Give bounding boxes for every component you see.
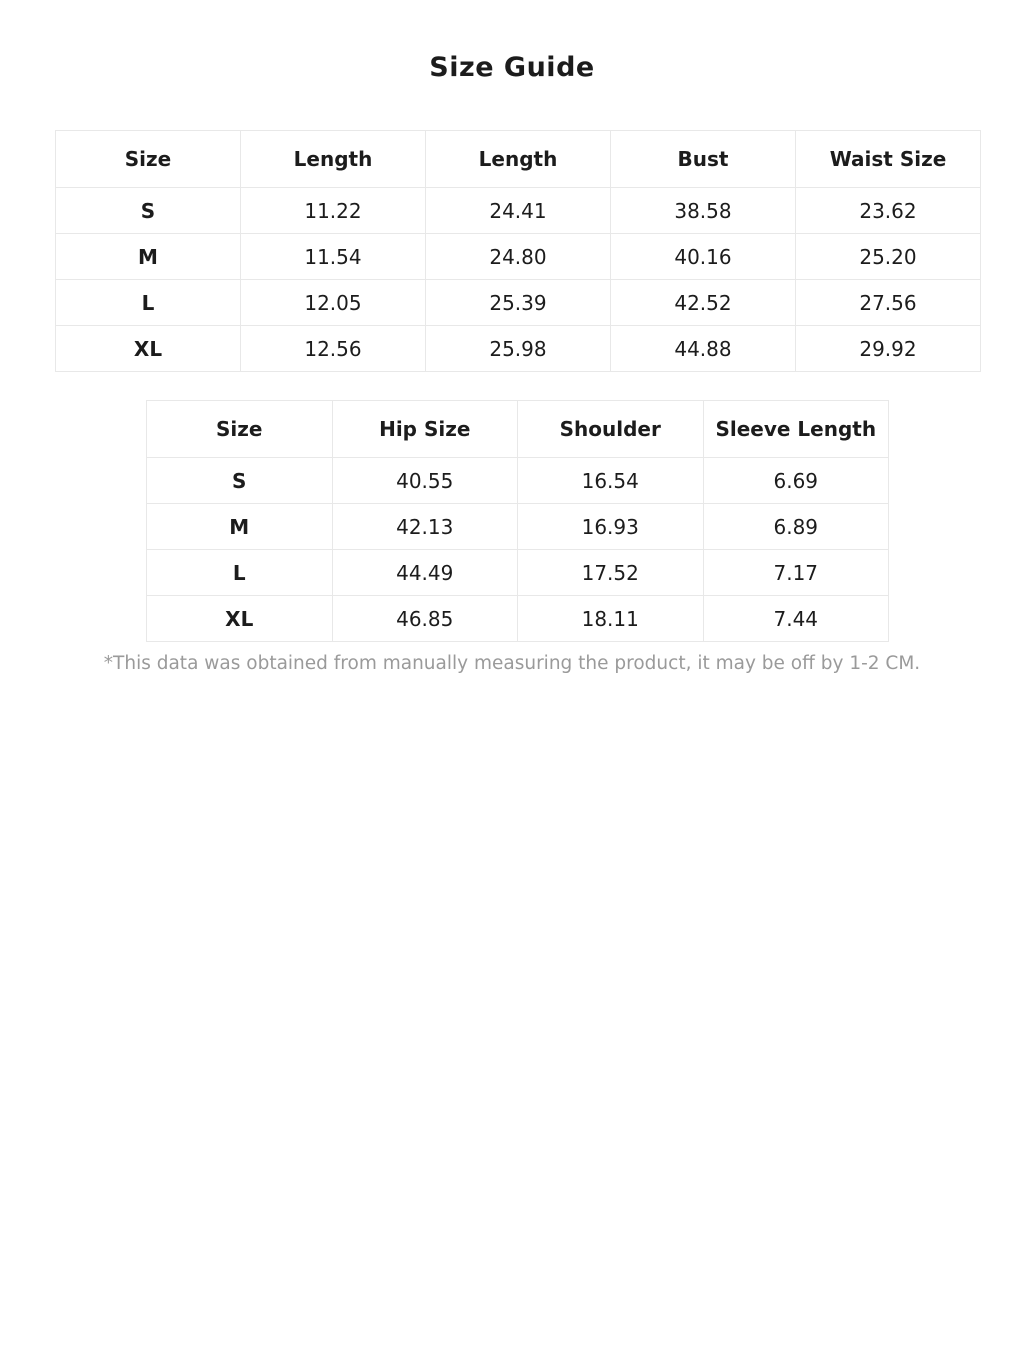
size-cell: M xyxy=(56,234,241,280)
value-cell: 25.20 xyxy=(796,234,981,280)
table-row xyxy=(56,280,981,326)
value-cell: 6.89 xyxy=(703,504,889,550)
value-cell: 44.49 xyxy=(332,550,518,596)
size-table-secondary xyxy=(146,400,889,642)
value-cell: 12.05 xyxy=(241,280,426,326)
value-cell: 6.69 xyxy=(703,458,889,504)
value-cell: 40.55 xyxy=(332,458,518,504)
value-cell: 38.58 xyxy=(611,188,796,234)
table-row xyxy=(56,326,981,372)
column-header-bust: Bust xyxy=(611,131,796,188)
value-cell: 11.22 xyxy=(241,188,426,234)
value-cell: 23.62 xyxy=(796,188,981,234)
value-cell: 44.88 xyxy=(611,326,796,372)
column-header-waist-size: Waist Size xyxy=(796,131,981,188)
column-header-size: Size xyxy=(56,131,241,188)
value-cell: 24.41 xyxy=(426,188,611,234)
size-cell: S xyxy=(147,458,333,504)
size-cell: XL xyxy=(56,326,241,372)
size-cell: M xyxy=(147,504,333,550)
table-header-row xyxy=(56,131,981,188)
value-cell: 7.44 xyxy=(703,596,889,642)
value-cell: 25.98 xyxy=(426,326,611,372)
table-row xyxy=(147,458,889,504)
value-cell: 27.56 xyxy=(796,280,981,326)
value-cell: 24.80 xyxy=(426,234,611,280)
value-cell: 29.92 xyxy=(796,326,981,372)
value-cell: 11.54 xyxy=(241,234,426,280)
value-cell: 16.93 xyxy=(518,504,704,550)
column-header-size: Size xyxy=(147,401,333,458)
table-row xyxy=(147,550,889,596)
table-header-row xyxy=(147,401,889,458)
size-cell: S xyxy=(56,188,241,234)
value-cell: 18.11 xyxy=(518,596,704,642)
column-header-shoulder: Shoulder xyxy=(518,401,704,458)
table-row xyxy=(56,188,981,234)
column-header-length-2: Length xyxy=(426,131,611,188)
value-cell: 12.56 xyxy=(241,326,426,372)
value-cell: 17.52 xyxy=(518,550,704,596)
page-title: Size Guide xyxy=(429,52,595,83)
value-cell: 25.39 xyxy=(426,280,611,326)
size-cell: XL xyxy=(147,596,333,642)
value-cell: 42.13 xyxy=(332,504,518,550)
value-cell: 40.16 xyxy=(611,234,796,280)
size-cell: L xyxy=(147,550,333,596)
table-row xyxy=(147,596,889,642)
table-row xyxy=(147,504,889,550)
column-header-length-1: Length xyxy=(241,131,426,188)
column-header-sleeve-length: Sleeve Length xyxy=(703,401,889,458)
value-cell: 16.54 xyxy=(518,458,704,504)
value-cell: 7.17 xyxy=(703,550,889,596)
table-row xyxy=(56,234,981,280)
measurement-disclaimer: *This data was obtained from manually measuring the product, it may be off by 1-2 CM. xyxy=(103,653,921,674)
column-header-hip-size: Hip Size xyxy=(332,401,518,458)
size-cell: L xyxy=(56,280,241,326)
value-cell: 46.85 xyxy=(332,596,518,642)
value-cell: 42.52 xyxy=(611,280,796,326)
size-table-primary xyxy=(55,130,981,372)
